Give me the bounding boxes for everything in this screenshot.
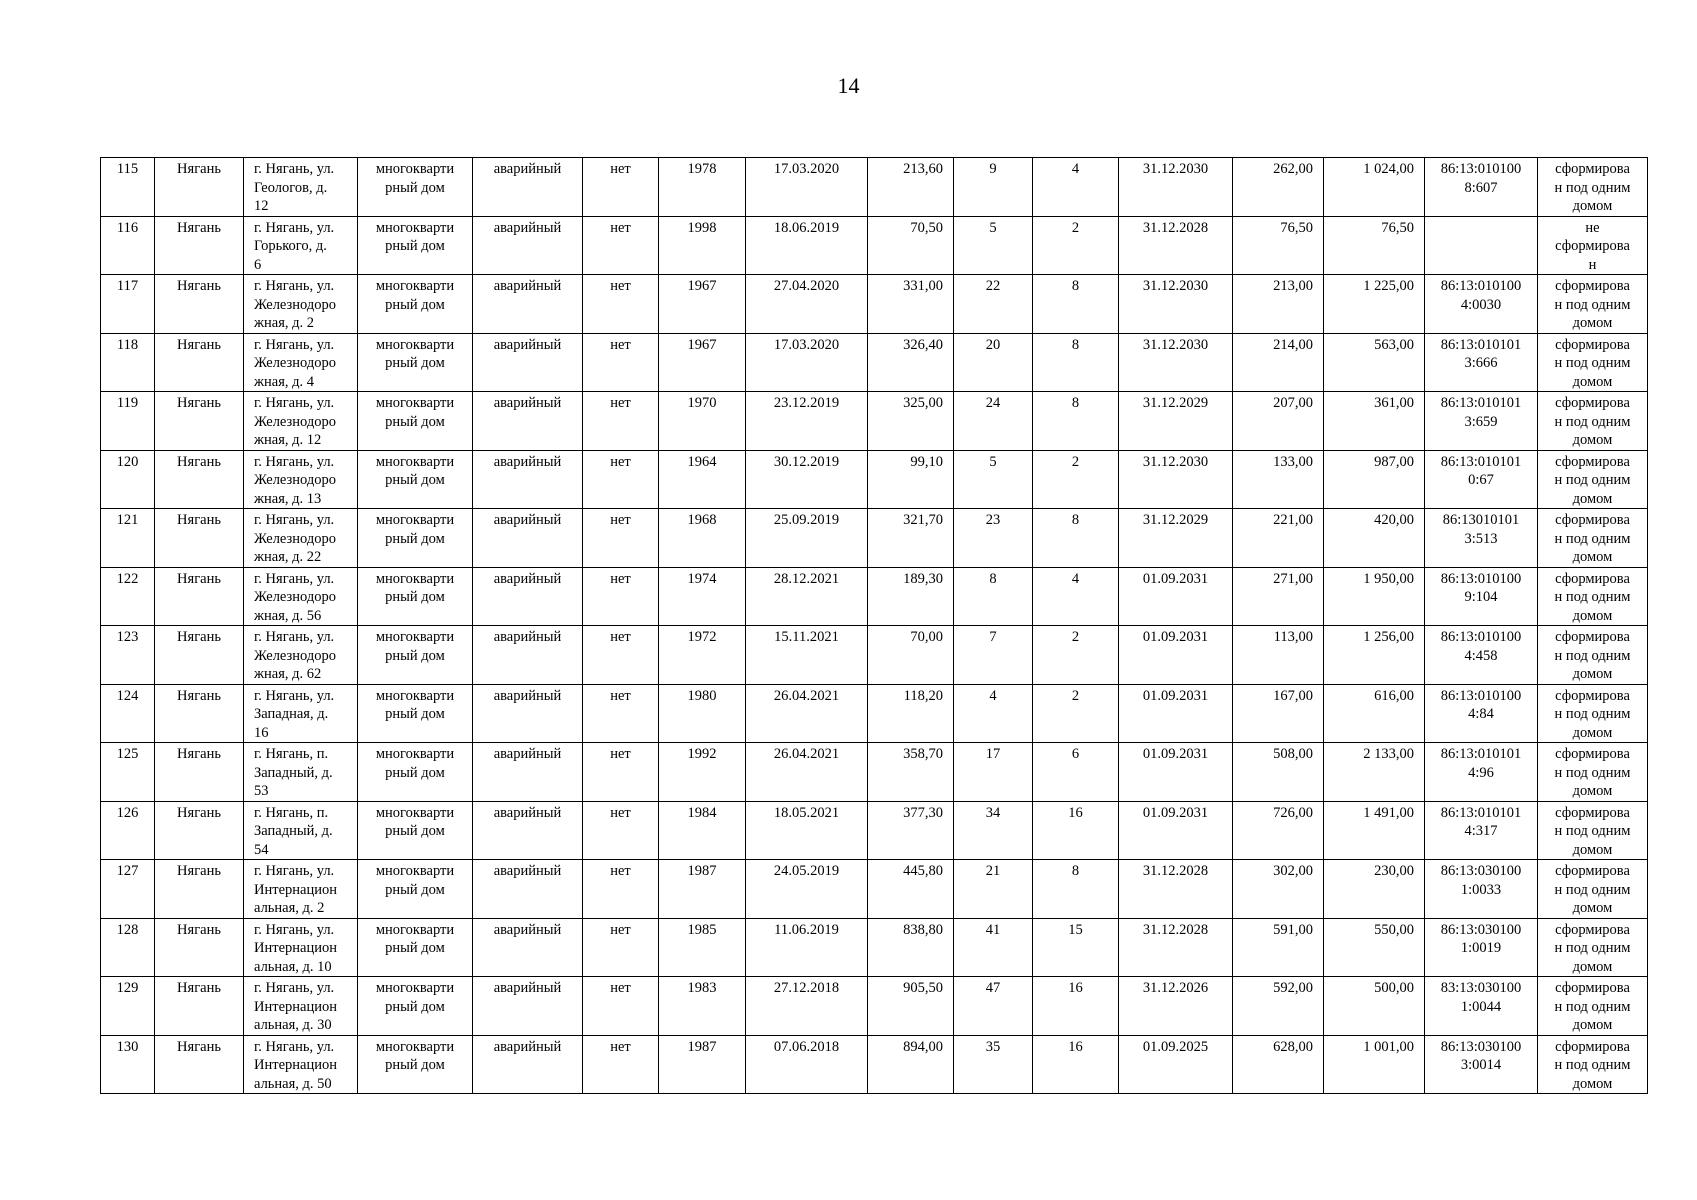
deadline-cell: 01.09.2031: [1119, 801, 1233, 860]
row-number-cell: 116: [101, 216, 155, 275]
building-type-cell: многокварти рный дом: [358, 509, 473, 568]
building-type-cell: многокварти рный дом: [358, 1035, 473, 1094]
flag-cell: нет: [583, 567, 659, 626]
cadastral-number-cell: 86:13:010100 4:0030: [1425, 275, 1538, 334]
cadastral-number-cell: 86:13:010101 0:67: [1425, 450, 1538, 509]
value-1-cell: 591,00: [1233, 918, 1324, 977]
flats-cell: 16: [1033, 801, 1119, 860]
year-cell: 1983: [659, 977, 746, 1036]
condition-cell: аварийный: [473, 450, 583, 509]
address-cell: г. Нягань, ул. Железнодоро жная, д. 56: [244, 567, 358, 626]
building-type-cell: многокварти рный дом: [358, 567, 473, 626]
table-row: [101, 333, 1648, 392]
building-type-cell: многокварти рный дом: [358, 626, 473, 685]
value-2-cell: 1 256,00: [1324, 626, 1425, 685]
recognition-date-cell: 27.12.2018: [746, 977, 868, 1036]
flats-cell: 2: [1033, 216, 1119, 275]
condition-cell: аварийный: [473, 918, 583, 977]
value-2-cell: 550,00: [1324, 918, 1425, 977]
area-cell: 321,70: [868, 509, 954, 568]
value-1-cell: 167,00: [1233, 684, 1324, 743]
cadastral-number-cell: 86:13:030100 3:0014: [1425, 1035, 1538, 1094]
building-type-cell: многокварти рный дом: [358, 860, 473, 919]
deadline-cell: 31.12.2029: [1119, 392, 1233, 451]
cadastral-number-cell: 86:13:010100 4:84: [1425, 684, 1538, 743]
address-cell: г. Нягань, ул. Железнодоро жная, д. 2: [244, 275, 358, 334]
year-cell: 1970: [659, 392, 746, 451]
area-cell: 70,00: [868, 626, 954, 685]
cadastral-number-cell: 86:13:010101 4:317: [1425, 801, 1538, 860]
land-plot-note-cell: сформирова н под одним домом: [1538, 626, 1648, 685]
land-plot-note-cell: сформирова н под одним домом: [1538, 743, 1648, 802]
deadline-cell: 01.09.2031: [1119, 626, 1233, 685]
cadastral-number-cell: 86:13:010100 4:458: [1425, 626, 1538, 685]
value-1-cell: 221,00: [1233, 509, 1324, 568]
address-cell: г. Нягань, п. Западный, д. 54: [244, 801, 358, 860]
residents-cell: 21: [954, 860, 1033, 919]
recognition-date-cell: 17.03.2020: [746, 158, 868, 217]
building-type-cell: многокварти рный дом: [358, 275, 473, 334]
building-type-cell: многокварти рный дом: [358, 158, 473, 217]
table-row: [101, 158, 1648, 217]
deadline-cell: 01.09.2031: [1119, 684, 1233, 743]
row-number-cell: 128: [101, 918, 155, 977]
flag-cell: нет: [583, 918, 659, 977]
land-plot-note-cell: сформирова н под одним домом: [1538, 684, 1648, 743]
row-number-cell: 125: [101, 743, 155, 802]
row-number-cell: 121: [101, 509, 155, 568]
flats-cell: 15: [1033, 918, 1119, 977]
row-number-cell: 127: [101, 860, 155, 919]
row-number-cell: 115: [101, 158, 155, 217]
flats-cell: 6: [1033, 743, 1119, 802]
year-cell: 1967: [659, 333, 746, 392]
city-cell: Нягань: [155, 860, 244, 919]
residents-cell: 41: [954, 918, 1033, 977]
flats-cell: 4: [1033, 158, 1119, 217]
condition-cell: аварийный: [473, 1035, 583, 1094]
flag-cell: нет: [583, 801, 659, 860]
flag-cell: нет: [583, 743, 659, 802]
area-cell: 118,20: [868, 684, 954, 743]
area-cell: 99,10: [868, 450, 954, 509]
table-row: [101, 684, 1648, 743]
residents-cell: 9: [954, 158, 1033, 217]
table-row: [101, 860, 1648, 919]
condition-cell: аварийный: [473, 275, 583, 334]
value-2-cell: 1 001,00: [1324, 1035, 1425, 1094]
year-cell: 1980: [659, 684, 746, 743]
deadline-cell: 31.12.2030: [1119, 333, 1233, 392]
deadline-cell: 31.12.2030: [1119, 158, 1233, 217]
value-1-cell: 133,00: [1233, 450, 1324, 509]
land-plot-note-cell: не сформирова н: [1538, 216, 1648, 275]
residents-cell: 34: [954, 801, 1033, 860]
value-2-cell: 616,00: [1324, 684, 1425, 743]
cadastral-number-cell: 86:13:010100 9:104: [1425, 567, 1538, 626]
residents-cell: 8: [954, 567, 1033, 626]
recognition-date-cell: 18.05.2021: [746, 801, 868, 860]
table-row: [101, 743, 1648, 802]
flag-cell: нет: [583, 216, 659, 275]
building-type-cell: многокварти рный дом: [358, 333, 473, 392]
city-cell: Нягань: [155, 1035, 244, 1094]
value-1-cell: 207,00: [1233, 392, 1324, 451]
city-cell: Нягань: [155, 158, 244, 217]
year-cell: 1985: [659, 918, 746, 977]
building-type-cell: многокварти рный дом: [358, 918, 473, 977]
condition-cell: аварийный: [473, 743, 583, 802]
address-cell: г. Нягань, ул. Железнодоро жная, д. 62: [244, 626, 358, 685]
deadline-cell: 31.12.2028: [1119, 860, 1233, 919]
land-plot-note-cell: сформирова н под одним домом: [1538, 450, 1648, 509]
condition-cell: аварийный: [473, 567, 583, 626]
address-cell: г. Нягань, ул. Железнодоро жная, д. 22: [244, 509, 358, 568]
area-cell: 325,00: [868, 392, 954, 451]
value-2-cell: 1 225,00: [1324, 275, 1425, 334]
value-1-cell: 592,00: [1233, 977, 1324, 1036]
residents-cell: 5: [954, 216, 1033, 275]
table-row: [101, 918, 1648, 977]
value-1-cell: 302,00: [1233, 860, 1324, 919]
deadline-cell: 31.12.2026: [1119, 977, 1233, 1036]
deadline-cell: 31.12.2030: [1119, 275, 1233, 334]
recognition-date-cell: 24.05.2019: [746, 860, 868, 919]
value-1-cell: 628,00: [1233, 1035, 1324, 1094]
row-number-cell: 120: [101, 450, 155, 509]
residents-cell: 17: [954, 743, 1033, 802]
condition-cell: аварийный: [473, 509, 583, 568]
deadline-cell: 31.12.2028: [1119, 216, 1233, 275]
address-cell: г. Нягань, ул. Интернацион альная, д. 10: [244, 918, 358, 977]
land-plot-note-cell: сформирова н под одним домом: [1538, 860, 1648, 919]
value-1-cell: 213,00: [1233, 275, 1324, 334]
city-cell: Нягань: [155, 392, 244, 451]
residents-cell: 7: [954, 626, 1033, 685]
row-number-cell: 119: [101, 392, 155, 451]
recognition-date-cell: 15.11.2021: [746, 626, 868, 685]
building-type-cell: многокварти рный дом: [358, 450, 473, 509]
cadastral-number-cell: 86:13:030100 1:0019: [1425, 918, 1538, 977]
address-cell: г. Нягань, ул. Интернацион альная, д. 2: [244, 860, 358, 919]
row-number-cell: 130: [101, 1035, 155, 1094]
deadline-cell: 31.12.2028: [1119, 918, 1233, 977]
row-number-cell: 118: [101, 333, 155, 392]
area-cell: 838,80: [868, 918, 954, 977]
flats-cell: 8: [1033, 333, 1119, 392]
flats-cell: 8: [1033, 860, 1119, 919]
city-cell: Нягань: [155, 626, 244, 685]
cadastral-number-cell: 86:13:010101 3:659: [1425, 392, 1538, 451]
area-cell: 326,40: [868, 333, 954, 392]
land-plot-note-cell: сформирова н под одним домом: [1538, 1035, 1648, 1094]
value-2-cell: 76,50: [1324, 216, 1425, 275]
land-plot-note-cell: сформирова н под одним домом: [1538, 509, 1648, 568]
table-row: [101, 1035, 1648, 1094]
recognition-date-cell: 17.03.2020: [746, 333, 868, 392]
value-2-cell: 2 133,00: [1324, 743, 1425, 802]
flats-cell: 8: [1033, 392, 1119, 451]
recognition-date-cell: 26.04.2021: [746, 684, 868, 743]
recognition-date-cell: 26.04.2021: [746, 743, 868, 802]
value-2-cell: 230,00: [1324, 860, 1425, 919]
land-plot-note-cell: сформирова н под одним домом: [1538, 158, 1648, 217]
residents-cell: 35: [954, 1035, 1033, 1094]
deadline-cell: 31.12.2029: [1119, 509, 1233, 568]
table-row: [101, 801, 1648, 860]
flag-cell: нет: [583, 333, 659, 392]
area-cell: 894,00: [868, 1035, 954, 1094]
flag-cell: нет: [583, 626, 659, 685]
value-2-cell: 987,00: [1324, 450, 1425, 509]
recognition-date-cell: 11.06.2019: [746, 918, 868, 977]
table-row: [101, 450, 1648, 509]
value-2-cell: 500,00: [1324, 977, 1425, 1036]
land-plot-note-cell: сформирова н под одним домом: [1538, 918, 1648, 977]
flats-cell: 8: [1033, 509, 1119, 568]
city-cell: Нягань: [155, 684, 244, 743]
year-cell: 1987: [659, 860, 746, 919]
deadline-cell: 31.12.2030: [1119, 450, 1233, 509]
building-type-cell: многокварти рный дом: [358, 216, 473, 275]
year-cell: 1978: [659, 158, 746, 217]
residents-cell: 24: [954, 392, 1033, 451]
residents-cell: 4: [954, 684, 1033, 743]
year-cell: 1974: [659, 567, 746, 626]
row-number-cell: 126: [101, 801, 155, 860]
value-2-cell: 1 024,00: [1324, 158, 1425, 217]
address-cell: г. Нягань, ул. Железнодоро жная, д. 13: [244, 450, 358, 509]
table-row: [101, 977, 1648, 1036]
value-2-cell: 1 950,00: [1324, 567, 1425, 626]
city-cell: Нягань: [155, 801, 244, 860]
flag-cell: нет: [583, 392, 659, 451]
value-1-cell: 726,00: [1233, 801, 1324, 860]
deadline-cell: 01.09.2025: [1119, 1035, 1233, 1094]
area-cell: 445,80: [868, 860, 954, 919]
value-2-cell: 563,00: [1324, 333, 1425, 392]
building-type-cell: многокварти рный дом: [358, 801, 473, 860]
condition-cell: аварийный: [473, 977, 583, 1036]
residents-cell: 23: [954, 509, 1033, 568]
flats-cell: 2: [1033, 684, 1119, 743]
condition-cell: аварийный: [473, 801, 583, 860]
value-2-cell: 420,00: [1324, 509, 1425, 568]
land-plot-note-cell: сформирова н под одним домом: [1538, 392, 1648, 451]
land-plot-note-cell: сформирова н под одним домом: [1538, 567, 1648, 626]
flag-cell: нет: [583, 860, 659, 919]
area-cell: 377,30: [868, 801, 954, 860]
flag-cell: нет: [583, 275, 659, 334]
flag-cell: нет: [583, 509, 659, 568]
area-cell: 213,60: [868, 158, 954, 217]
cadastral-number-cell: 86:13:010101 4:96: [1425, 743, 1538, 802]
table-row: [101, 275, 1648, 334]
value-1-cell: 113,00: [1233, 626, 1324, 685]
row-number-cell: 124: [101, 684, 155, 743]
table-row: [101, 509, 1648, 568]
deadline-cell: 01.09.2031: [1119, 567, 1233, 626]
recognition-date-cell: 07.06.2018: [746, 1035, 868, 1094]
address-cell: г. Нягань, ул. Железнодоро жная, д. 12: [244, 392, 358, 451]
city-cell: Нягань: [155, 216, 244, 275]
value-1-cell: 262,00: [1233, 158, 1324, 217]
flats-cell: 4: [1033, 567, 1119, 626]
deadline-cell: 01.09.2031: [1119, 743, 1233, 802]
year-cell: 1987: [659, 1035, 746, 1094]
address-cell: г. Нягань, ул. Интернацион альная, д. 50: [244, 1035, 358, 1094]
year-cell: 1984: [659, 801, 746, 860]
residents-cell: 47: [954, 977, 1033, 1036]
city-cell: Нягань: [155, 977, 244, 1036]
flag-cell: нет: [583, 684, 659, 743]
city-cell: Нягань: [155, 450, 244, 509]
area-cell: 905,50: [868, 977, 954, 1036]
recognition-date-cell: 27.04.2020: [746, 275, 868, 334]
year-cell: 1964: [659, 450, 746, 509]
recognition-date-cell: 28.12.2021: [746, 567, 868, 626]
table-row: [101, 567, 1648, 626]
city-cell: Нягань: [155, 918, 244, 977]
city-cell: Нягань: [155, 743, 244, 802]
recognition-date-cell: 18.06.2019: [746, 216, 868, 275]
building-type-cell: многокварти рный дом: [358, 684, 473, 743]
table-row: [101, 392, 1648, 451]
residents-cell: 22: [954, 275, 1033, 334]
recognition-date-cell: 30.12.2019: [746, 450, 868, 509]
residents-cell: 20: [954, 333, 1033, 392]
row-number-cell: 117: [101, 275, 155, 334]
cadastral-number-cell: 83:13:030100 1:0044: [1425, 977, 1538, 1036]
recognition-date-cell: 23.12.2019: [746, 392, 868, 451]
housing-registry-table: [100, 157, 1648, 1094]
area-cell: 358,70: [868, 743, 954, 802]
year-cell: 1998: [659, 216, 746, 275]
flag-cell: нет: [583, 1035, 659, 1094]
building-type-cell: многокварти рный дом: [358, 977, 473, 1036]
building-type-cell: многокварти рный дом: [358, 743, 473, 802]
flag-cell: нет: [583, 158, 659, 217]
condition-cell: аварийный: [473, 392, 583, 451]
flats-cell: 8: [1033, 275, 1119, 334]
condition-cell: аварийный: [473, 626, 583, 685]
condition-cell: аварийный: [473, 684, 583, 743]
year-cell: 1972: [659, 626, 746, 685]
value-2-cell: 1 491,00: [1324, 801, 1425, 860]
area-cell: 189,30: [868, 567, 954, 626]
address-cell: г. Нягань, ул. Геологов, д. 12: [244, 158, 358, 217]
year-cell: 1968: [659, 509, 746, 568]
flats-cell: 2: [1033, 626, 1119, 685]
row-number-cell: 122: [101, 567, 155, 626]
flats-cell: 16: [1033, 1035, 1119, 1094]
address-cell: г. Нягань, ул. Железнодоро жная, д. 4: [244, 333, 358, 392]
condition-cell: аварийный: [473, 860, 583, 919]
cadastral-number-cell: 86:13010101 3:513: [1425, 509, 1538, 568]
cadastral-number-cell: 86:13:010100 8:607: [1425, 158, 1538, 217]
flats-cell: 2: [1033, 450, 1119, 509]
address-cell: г. Нягань, п. Западный, д. 53: [244, 743, 358, 802]
land-plot-note-cell: сформирова н под одним домом: [1538, 333, 1648, 392]
land-plot-note-cell: сформирова н под одним домом: [1538, 977, 1648, 1036]
value-1-cell: 214,00: [1233, 333, 1324, 392]
building-type-cell: многокварти рный дом: [358, 392, 473, 451]
cadastral-number-cell: 86:13:010101 3:666: [1425, 333, 1538, 392]
city-cell: Нягань: [155, 567, 244, 626]
cadastral-number-cell: [1425, 216, 1538, 275]
address-cell: г. Нягань, ул. Интернацион альная, д. 30: [244, 977, 358, 1036]
table-row: [101, 626, 1648, 685]
year-cell: 1992: [659, 743, 746, 802]
condition-cell: аварийный: [473, 216, 583, 275]
condition-cell: аварийный: [473, 333, 583, 392]
value-2-cell: 361,00: [1324, 392, 1425, 451]
land-plot-note-cell: сформирова н под одним домом: [1538, 275, 1648, 334]
row-number-cell: 123: [101, 626, 155, 685]
value-1-cell: 271,00: [1233, 567, 1324, 626]
condition-cell: аварийный: [473, 158, 583, 217]
address-cell: г. Нягань, ул. Западная, д. 16: [244, 684, 358, 743]
flats-cell: 16: [1033, 977, 1119, 1036]
page-number: 14: [837, 73, 860, 98]
year-cell: 1967: [659, 275, 746, 334]
city-cell: Нягань: [155, 333, 244, 392]
recognition-date-cell: 25.09.2019: [746, 509, 868, 568]
value-1-cell: 76,50: [1233, 216, 1324, 275]
city-cell: Нягань: [155, 275, 244, 334]
value-1-cell: 508,00: [1233, 743, 1324, 802]
area-cell: 70,50: [868, 216, 954, 275]
city-cell: Нягань: [155, 509, 244, 568]
residents-cell: 5: [954, 450, 1033, 509]
registry-body: [101, 158, 1648, 1094]
land-plot-note-cell: сформирова н под одним домом: [1538, 801, 1648, 860]
area-cell: 331,00: [868, 275, 954, 334]
table-row: [101, 216, 1648, 275]
address-cell: г. Нягань, ул. Горького, д. 6: [244, 216, 358, 275]
cadastral-number-cell: 86:13:030100 1:0033: [1425, 860, 1538, 919]
row-number-cell: 129: [101, 977, 155, 1036]
flag-cell: нет: [583, 977, 659, 1036]
flag-cell: нет: [583, 450, 659, 509]
